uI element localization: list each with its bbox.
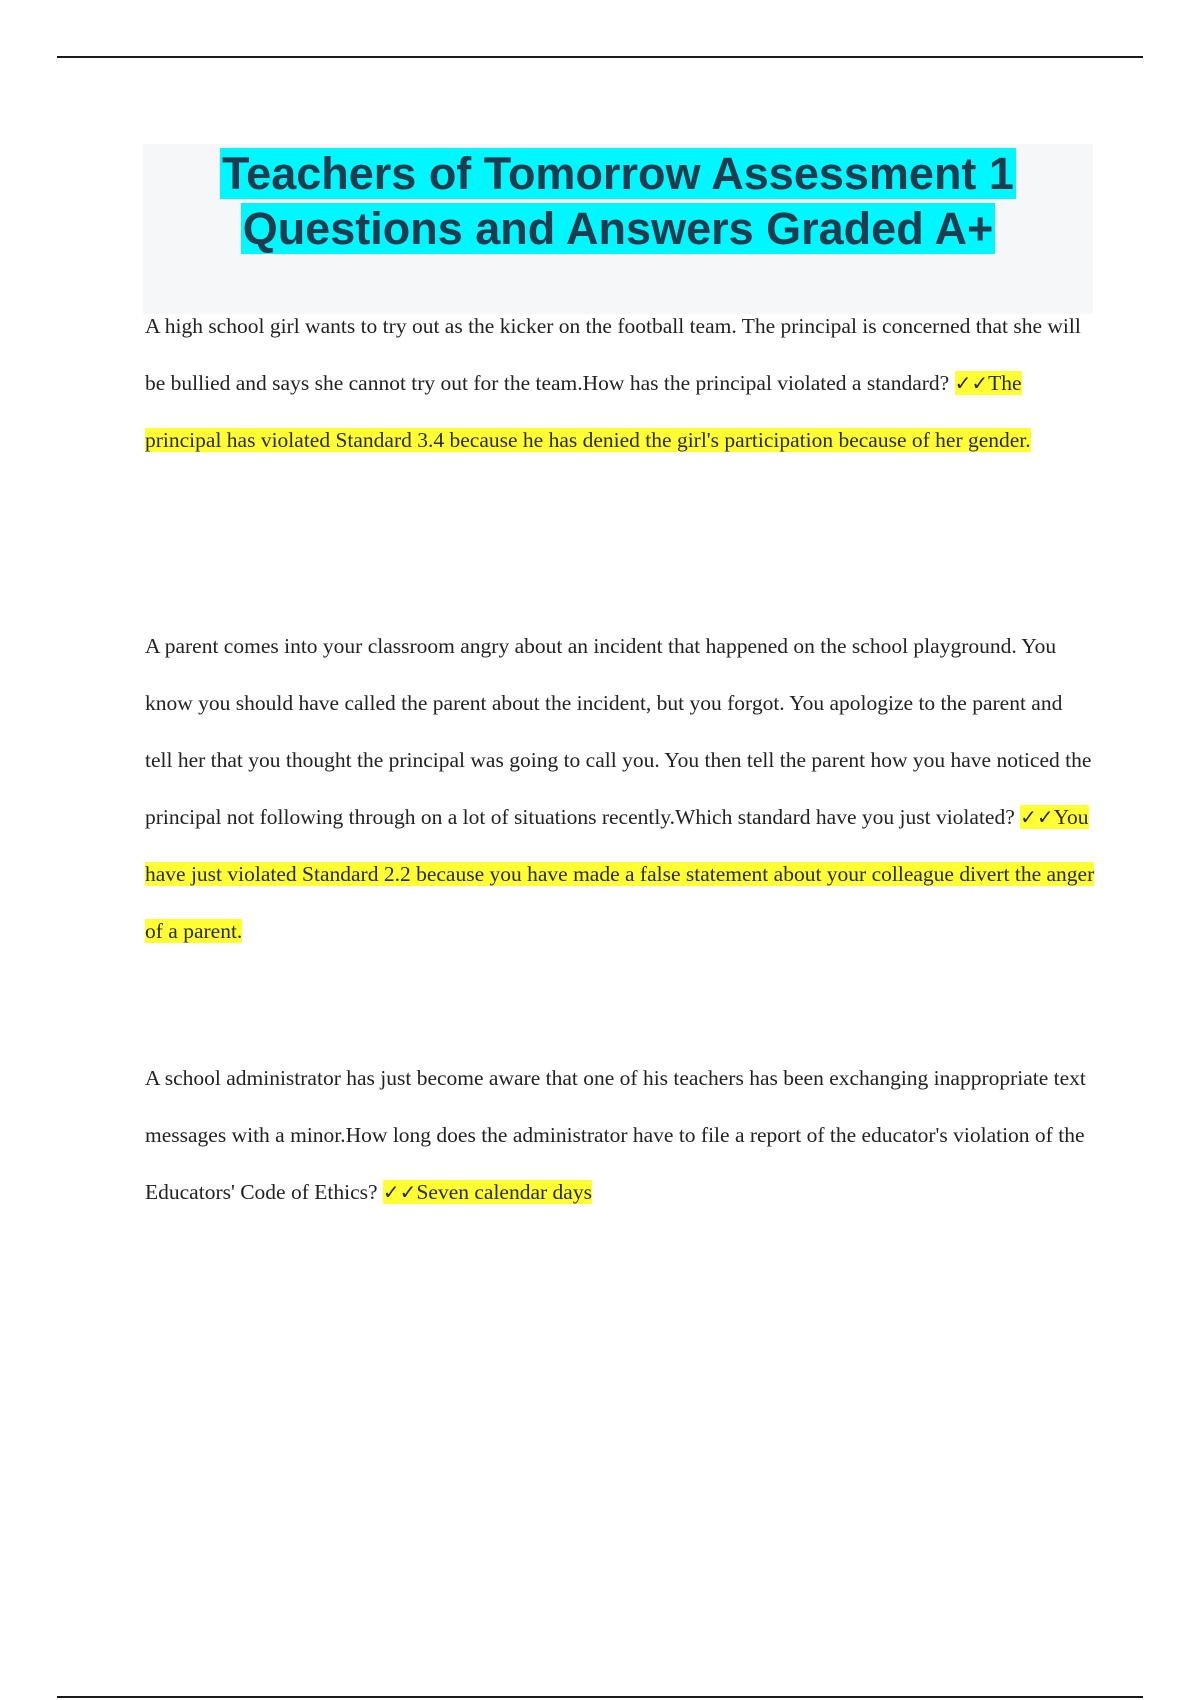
title-block <box>143 144 1093 314</box>
question-text: A parent comes into your classroom angry about an incident that happened on the school playground. You know you should have called the parent about the incident, but you forgot. You apologize to the parent and tell her that you thought the principal was going to call you. You then tell the parent how you have noticed the principal not following through on a lot of situations recently.Which standard have you just violated? <box>145 634 1092 829</box>
answer-highlight <box>383 1180 592 1204</box>
question-text: A school administrator has just become aware that one of his teachers has been exchanging inappropriate text messages with a minor.How long does the administrator have to file a report of the educator's violation of the Educators' Code of Ethics? <box>145 1066 1086 1204</box>
answer-text: You have just violated Standard 2.2 because you have made a false statement about your colleague divert the anger of a parent. <box>145 805 1095 943</box>
title-line-1: Teachers of Tomorrow Assessment 1 <box>222 148 1014 199</box>
top-rule <box>57 56 1143 58</box>
answer-text: The principal has violated Standard 3.4 because he has denied the girl's participation because of her gender. <box>145 371 1031 452</box>
qa-item-3 <box>145 1050 1095 1221</box>
document-title <box>143 144 1093 256</box>
title-line-2: Questions and Answers Graded A+ <box>242 203 994 254</box>
qa-item-1 <box>145 298 1095 469</box>
qa-item-2 <box>145 618 1095 960</box>
double-check-icon: ✓✓ <box>382 1180 417 1204</box>
double-check-icon: ✓✓ <box>954 371 989 395</box>
bottom-rule <box>57 1696 1143 1698</box>
question-text: A high school girl wants to try out as the kicker on the football team. The principal is concerned that she will be bullied and says she cannot try out for the team.How has the principal violated a standard? <box>145 314 1081 395</box>
answer-text: Seven calendar days <box>416 1180 592 1204</box>
double-check-icon: ✓✓ <box>1020 805 1054 829</box>
